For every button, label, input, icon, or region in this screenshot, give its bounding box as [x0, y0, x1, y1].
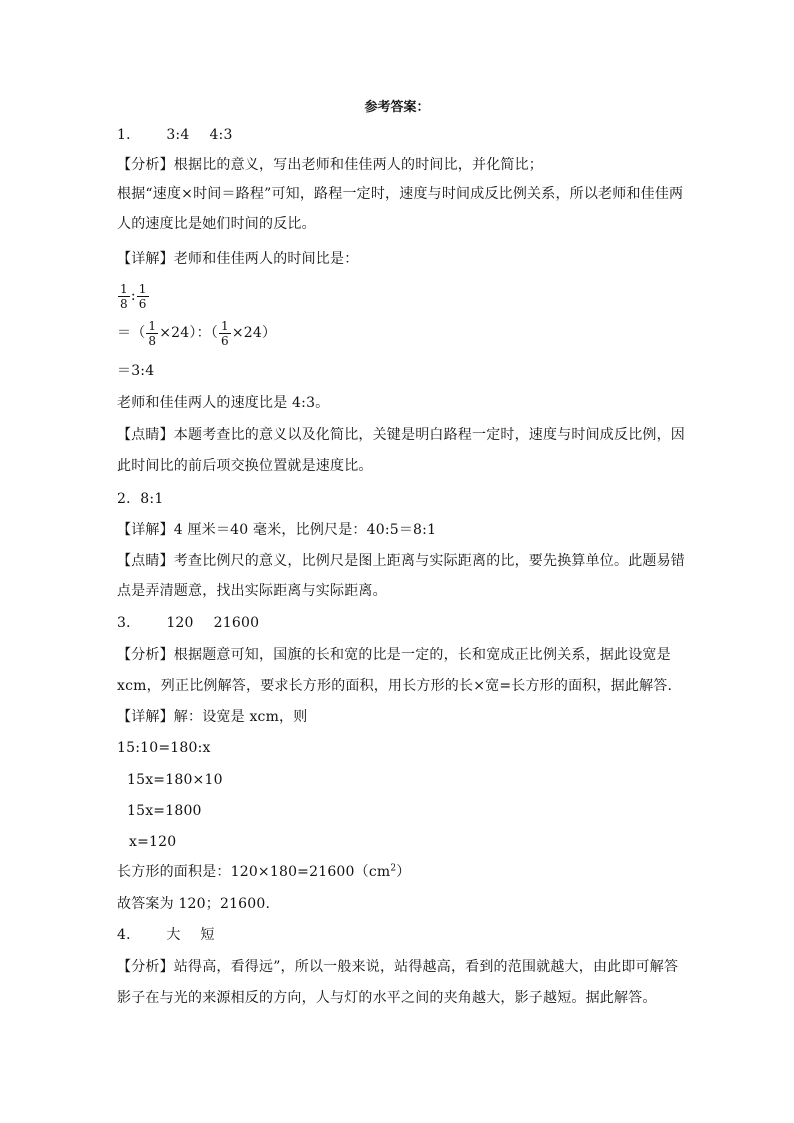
q1-answer-line: [117, 125, 677, 145]
q3-answer-2: 21600: [213, 615, 260, 631]
q3-analysis: 【分析】根据题意可知，国旗的长和宽的比是一定的，长和宽成正比例关系，据此设宽是: [117, 647, 671, 663]
q4-number: 4．: [117, 927, 141, 943]
q1-detail: 【详解】老师和佳佳两人的时间比是：: [117, 251, 359, 267]
q1-comment: 【点睛】本题考查比的意义以及化简比，关键是明白路程一定时，速度与时间成反比例，因: [117, 427, 685, 443]
q1-answer-1: 3:4: [166, 127, 190, 143]
q1-result: ＝3:4: [117, 363, 155, 379]
q3-step-4: x=120: [129, 834, 177, 850]
fraction-one-eighth: $\frac{1}{8}$: [120, 281, 128, 311]
q3-area: 长方形的面积是：$120\times 180=21600(cm^2)$: [117, 863, 411, 880]
q4-analysis: 【分析】站得高，看得远”，所以一般来说，站得越高，看到的范围就越大，由此即可解答: [117, 959, 679, 975]
fraction-one-sixth: $\frac{1}{6}$: [221, 318, 229, 348]
q4-analysis-2: 影子在与光的来源相反的方向，人与灯的水平之间的夹角越大，影子越短。据此解答。: [117, 990, 657, 1006]
q2-comment: 【点睛】考查比例尺的意义，比例尺是图上距离与实际距离的比，要先换算单位。此题易错: [117, 553, 685, 569]
q3-detail: 【详解】解：设宽是 xcm，则: [117, 709, 308, 725]
q3-step-3: 15x=1800: [127, 803, 202, 819]
q4-answer-line: [117, 925, 677, 945]
page-title: 参考答案：: [364, 100, 430, 115]
q2-answer-line: 2．8:1: [117, 491, 164, 507]
q3-step-2: 15x=180×10: [127, 772, 223, 788]
q1-fraction-calc: ＝（ $\frac{1}{8}$ ×24）：（ $\frac{1}{6}$ ×24）: [117, 318, 277, 348]
q1-analysis-3: 人的速度比是她们时间的反比。: [117, 216, 316, 232]
q3-number: 3．: [117, 615, 141, 631]
q3-analysis-2: xcm，列正比例解答，要求长方形的面积，用长方形的长×宽=长方形的面积，据此解答.: [117, 678, 673, 694]
q1-analysis-2: 根据“速度×时间＝路程”可知，路程一定时，速度与时间成反比例关系，所以老师和佳佳两: [117, 186, 684, 202]
fraction-one-eighth: $\frac{1}{8}$: [148, 318, 157, 348]
q1-number: 1．: [117, 127, 141, 143]
q3-step-1: 15:10=180:x: [117, 740, 211, 756]
q1-analysis: 【分析】根据比的意义，写出老师和佳佳两人的时间比，并化简比；: [117, 157, 543, 173]
q1-conclusion: 老师和佳佳两人的速度比是 4:3。: [117, 395, 330, 411]
q3-answer-line: [117, 613, 677, 633]
q2-comment-2: 点是弄清题意，找出实际距离与实际距离。: [117, 583, 387, 599]
q2-detail: 【详解】4 厘米＝40 毫米，比例尺是：40:5＝8:1: [117, 522, 437, 538]
q3-answer: 故答案为 120；21600.: [117, 896, 271, 912]
fraction-one-sixth: $\frac{1}{6}$: [138, 281, 147, 311]
q4-answer-1: 大: [166, 927, 181, 943]
q1-answer-2: 4:3: [209, 127, 233, 143]
q1-fraction-ratio: $\frac{1}{8}$ : $\frac{1}{6}$: [120, 281, 147, 311]
q4-answer-2: 短: [200, 927, 215, 943]
q1-comment-2: 此时间比的前后项交换位置就是速度比。: [117, 458, 373, 474]
q3-answer-1: 120: [166, 615, 194, 631]
